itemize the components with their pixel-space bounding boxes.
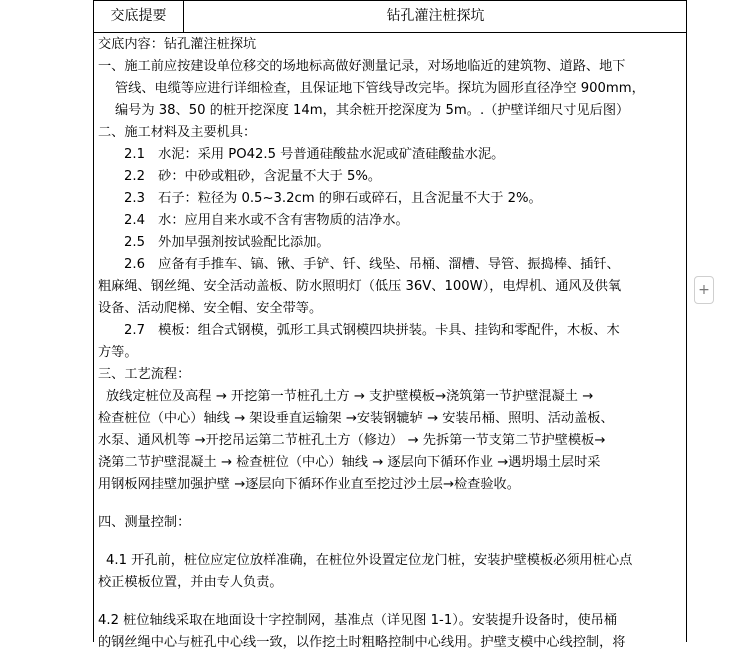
header-row [94,0,686,33]
process-flow-line: 检查桩位（中心）轴线 → 架设垂直运输架 →安装钢辘轳 → 安装吊桶、照明、活动盖板、 [98,411,614,426]
material-item: 2.3 石子：粒径为 0.5~3.2cm 的卵石或碎石，且含泥量不大于 2%。 [124,191,542,206]
material-item: 2.4 水：应用自来水或不含有害物质的洁净水。 [124,213,409,228]
measurement-line: 4.1 开孔前，桩位应定位放样准确，在桩位外设置定位龙门桩，安装护壁模板必须用桩心点 [106,553,633,568]
process-flow-line: 浇第二节护壁混凝土 → 检查桩位（中心）轴线 → 逐层向下循环作业 →遇坍塌土层时采 [98,455,601,470]
header-label: 交底提要 [94,1,184,32]
section-4-heading: 四、测量控制： [98,515,191,530]
material-item-cont: 方等。 [98,345,138,360]
material-item: 2.2 砂：中砂或粗砂，含泥量不大于 5%。 [124,169,382,184]
material-item-cont: 设备、活动爬梯、安全帽、安全带等。 [98,301,323,316]
header-title: 钻孔灌注桩探坑 [386,8,485,24]
material-item: 2.7 模板：组合式钢模，弧形工具式钢模四块拼装。卡具、挂钩和零配件，木板、木 [124,323,620,338]
document-table [93,0,687,650]
measurement-line: 4.2 桩位轴线采取在地面设十字控制网，基准点（详见图 1-1）。安装提升设备时，使吊桶 [98,613,618,628]
process-flow-line: 放线定桩位及高程 → 开挖第一节桩孔土方 → 支护壁模板→浇筑第一节护壁混凝土 → [106,389,594,404]
process-flow-line: 水泵、通风机等 →开挖吊运第二节桩孔土方（修边） → 先拆第一节支第二节护壁模板→ [98,433,606,448]
process-flow-line: 用钢板网挂壁加强护壁 →逐层向下循环作业直至挖过沙土层→检查验收。 [98,477,520,492]
material-item: 2.6 应备有手推车、镐、锹、手铲、钎、线坠、吊桶、溜槽、导管、振捣棒、插钎、 [124,257,620,272]
section-3-heading: 三、工艺流程： [98,367,191,382]
measurement-line: 校正模板位置，并由专人负责。 [98,575,283,590]
material-item: 2.5 外加早强剂按试验配比添加。 [124,235,330,250]
material-item: 2.1 水泥：采用 PO42.5 号普通硅酸盐水泥或矿渣硅酸盐水泥。 [124,147,505,162]
measurement-line: 的钢丝绳中心与桩孔中心线一致，以作挖土时粗略控制中心线用。护壁支模中心线控制，将 [98,635,626,650]
section-1-line: 管线、电缆等应进行详细检查，且保证地下管线导改完毕。探坑为圆形直径净空 900mm， [115,81,645,96]
content-title: 交底内容：钻孔灌注桩探坑 [98,37,257,52]
section-1-line: 一、施工前应按建设单位移交的场地标高做好测量记录，对场地临近的建筑物、道路、地下 [98,59,626,74]
material-item-cont: 粗麻绳、钢丝绳、安全活动盖板、防水照明灯（低压 36V、100W），电焊机、通风及供氧 [98,279,622,294]
section-2-heading: 二、施工材料及主要机具： [98,125,257,140]
section-1-line: 编号为 38、50 的桩开挖深度 14m，其余桩开挖深度为 5m。.（护壁详细尺寸见后图） [115,103,630,118]
add-button[interactable]: + [694,276,714,304]
